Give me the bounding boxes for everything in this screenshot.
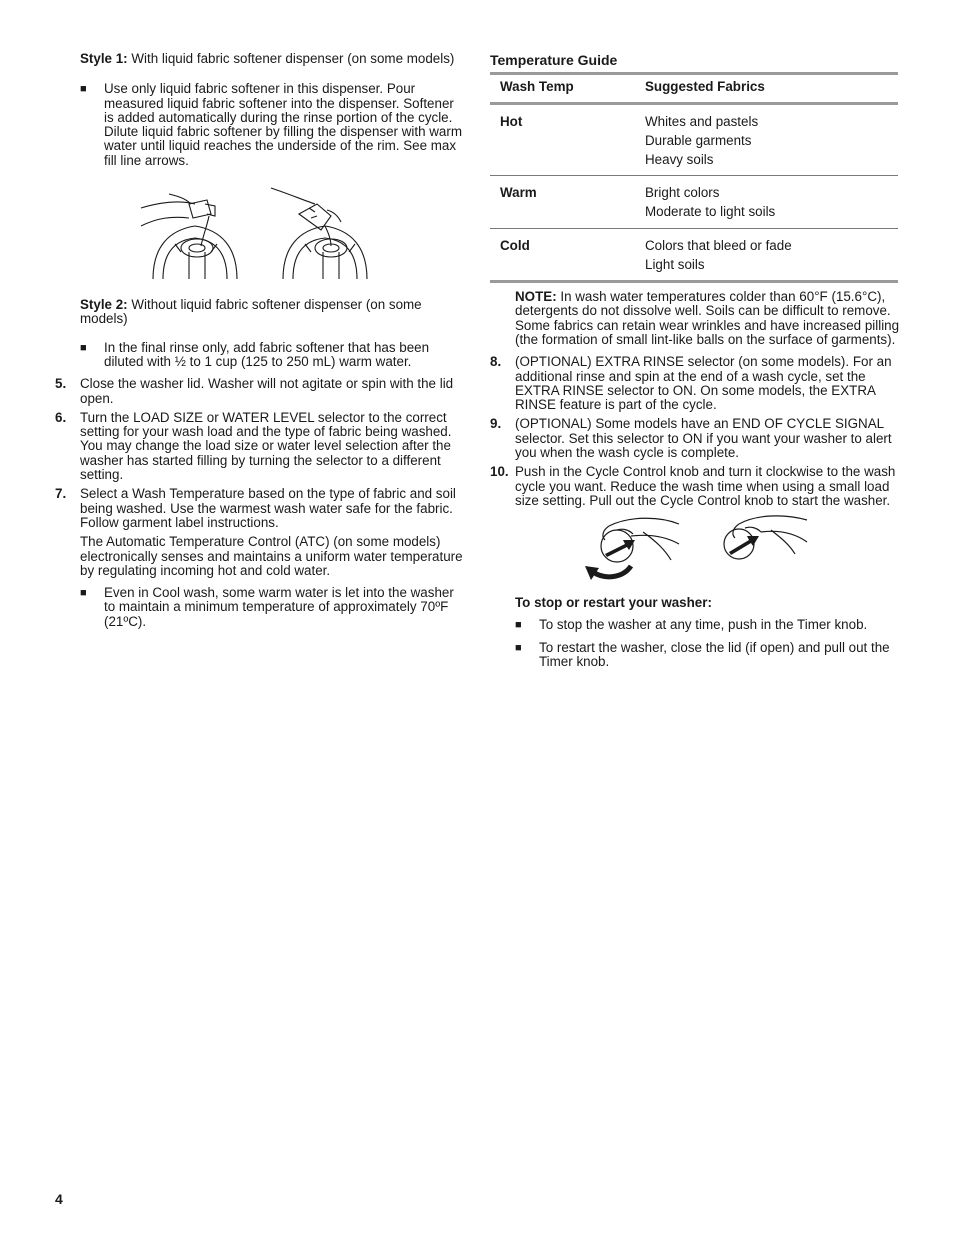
column-header-suggested-fabrics: Suggested Fabrics bbox=[645, 79, 765, 95]
step-text: Close the washer lid. Washer will not agitate or spin with the lid open. bbox=[80, 376, 454, 406]
step-9 bbox=[490, 417, 900, 460]
step-text: (OPTIONAL) EXTRA RINSE selector (on some models). For an additional rinse and spin at the end of a wash cycle, set the EXTRA RINSE selector to ON. On some models, the EXTRA RINSE feature is part of the cycle. bbox=[515, 354, 892, 413]
fabric-item: Bright colors bbox=[645, 185, 720, 201]
style2-bullet bbox=[80, 341, 463, 370]
step-number: 6. bbox=[55, 409, 67, 425]
bullet-mark: ■ bbox=[80, 341, 87, 354]
step-number: 5. bbox=[55, 376, 67, 392]
style2-heading bbox=[80, 298, 463, 327]
style2-bullet-text: In the final rinse only, add fabric softener that has been diluted with ½ to 1 cup (125 to 250 mL) warm water. bbox=[104, 339, 430, 369]
pour-cup-illustration bbox=[269, 182, 379, 280]
temperature-guide-title: Temperature Guide bbox=[490, 52, 618, 68]
step-number: 10. bbox=[490, 464, 509, 480]
temperature-guide-table bbox=[490, 72, 898, 283]
stop-restart-heading: To stop or restart your washer: bbox=[515, 595, 712, 611]
style1-bullet-text: Use only liquid fabric softener in this dispenser. Pour measured liquid fabric softener into the dispenser. Softener is added automatically during the rinse portion of the cycle. Dilute liquid fabric softener by filling the dispenser with warm water until liquid reaches the underside of the rim. See max fill line arrows. bbox=[104, 81, 462, 168]
step-text: Select a Wash Temperature based on the type of fabric and soil being washed. Use the warmest wash water safe for the fabric. Follow garment label instructions. bbox=[80, 486, 456, 530]
step-6 bbox=[55, 411, 463, 482]
right-column bbox=[490, 52, 900, 669]
atc-bullet bbox=[80, 586, 463, 629]
style1-heading bbox=[80, 52, 463, 66]
knob-push-illustration bbox=[715, 514, 811, 574]
wash-temp-cell: Hot bbox=[500, 113, 523, 129]
bullet-mark: ■ bbox=[80, 83, 87, 96]
note-label: NOTE: bbox=[515, 289, 557, 305]
softener-dispenser-illustrations bbox=[55, 182, 463, 282]
step-8 bbox=[490, 355, 900, 412]
fabric-item: Whites and pastels bbox=[645, 113, 759, 129]
wash-temp-cell: Cold bbox=[500, 237, 530, 253]
knob-turn-illustration bbox=[579, 514, 689, 586]
fabric-item: Colors that bleed or fade bbox=[645, 237, 792, 253]
fabric-item: Heavy soils bbox=[645, 152, 714, 167]
pour-bottle-illustration bbox=[139, 182, 249, 280]
bullet-mark: ■ bbox=[80, 587, 87, 600]
cycle-knob-illustrations bbox=[490, 514, 900, 586]
step-number: 9. bbox=[490, 416, 502, 432]
bullet-mark: ■ bbox=[515, 619, 522, 632]
table-row bbox=[490, 103, 898, 176]
step-text: Push in the Cycle Control knob and turn it clockwise to the wash cycle you want. Reduce the wash time when using a small load size setting. Pull out the Cycle Control knob to start the washer. bbox=[515, 464, 896, 508]
step-number: 8. bbox=[490, 354, 502, 370]
page-number: 4 bbox=[55, 1191, 63, 1207]
step-5 bbox=[55, 377, 463, 406]
restart-bullet bbox=[515, 641, 900, 670]
column-header-wash-temp: Wash Temp bbox=[500, 79, 574, 95]
fabric-item: Light soils bbox=[645, 256, 705, 272]
bullet-mark: ■ bbox=[515, 641, 522, 654]
table-row bbox=[490, 176, 898, 228]
step-10 bbox=[490, 465, 900, 508]
stop-bullet bbox=[515, 618, 900, 632]
restart-bullet-text: To restart the washer, close the lid (if open) and pull out the Timer knob. bbox=[539, 639, 890, 670]
fabric-item: Moderate to light soils bbox=[645, 204, 776, 220]
style1-text: With liquid fabric softener dispenser (on some models) bbox=[127, 51, 455, 66]
table-row bbox=[490, 228, 898, 281]
fabrics-cell bbox=[635, 103, 898, 176]
style2-label: Style 2: bbox=[80, 297, 128, 313]
left-column bbox=[55, 52, 463, 629]
table-header-row bbox=[490, 74, 898, 103]
note-paragraph bbox=[515, 290, 900, 347]
atc-paragraph: The Automatic Temperature Control (ATC) (on some models) electronically senses and maintains a uniform water temperature by regulating incoming hot and cold water. bbox=[80, 534, 463, 578]
style2-text: Without liquid fabric softener dispenser (on some models) bbox=[80, 297, 422, 327]
style1-label: Style 1: bbox=[80, 51, 128, 66]
atc-bullet-text: Even in Cool wash, some warm water is let into the washer to maintain a minimum temperature of approximately 70ºF (21ºC). bbox=[104, 585, 454, 629]
step-7 bbox=[55, 487, 463, 530]
step-text: Turn the LOAD SIZE or WATER LEVEL selector to the correct setting for your wash load and the type of fabric being washed. You may change the load size or water level selection after the washer has started filling by turning the selector to a different setting. bbox=[80, 409, 452, 483]
note-text: In wash water temperatures colder than 60°F (15.6°C), detergents do not dissolve well. Soils can be difficult to remove. Some fabrics can retain wear wrinkles and have increased pilling (the formation of small lint-like balls on the surface of garments). bbox=[515, 289, 900, 347]
style1-bullet bbox=[80, 82, 463, 168]
step-number: 7. bbox=[55, 486, 67, 502]
stop-bullet-text: To stop the washer at any time, push in the Timer knob. bbox=[539, 617, 868, 633]
step-text: (OPTIONAL) Some models have an END OF CYCLE SIGNAL selector. Set this selector to ON if you want your washer to alert you when the wash cycle is complete. bbox=[515, 416, 892, 460]
fabric-item: Durable garments bbox=[645, 132, 752, 148]
wash-temp-cell: Warm bbox=[500, 185, 537, 201]
fabrics-cell bbox=[635, 176, 898, 228]
fabrics-cell bbox=[635, 228, 898, 281]
